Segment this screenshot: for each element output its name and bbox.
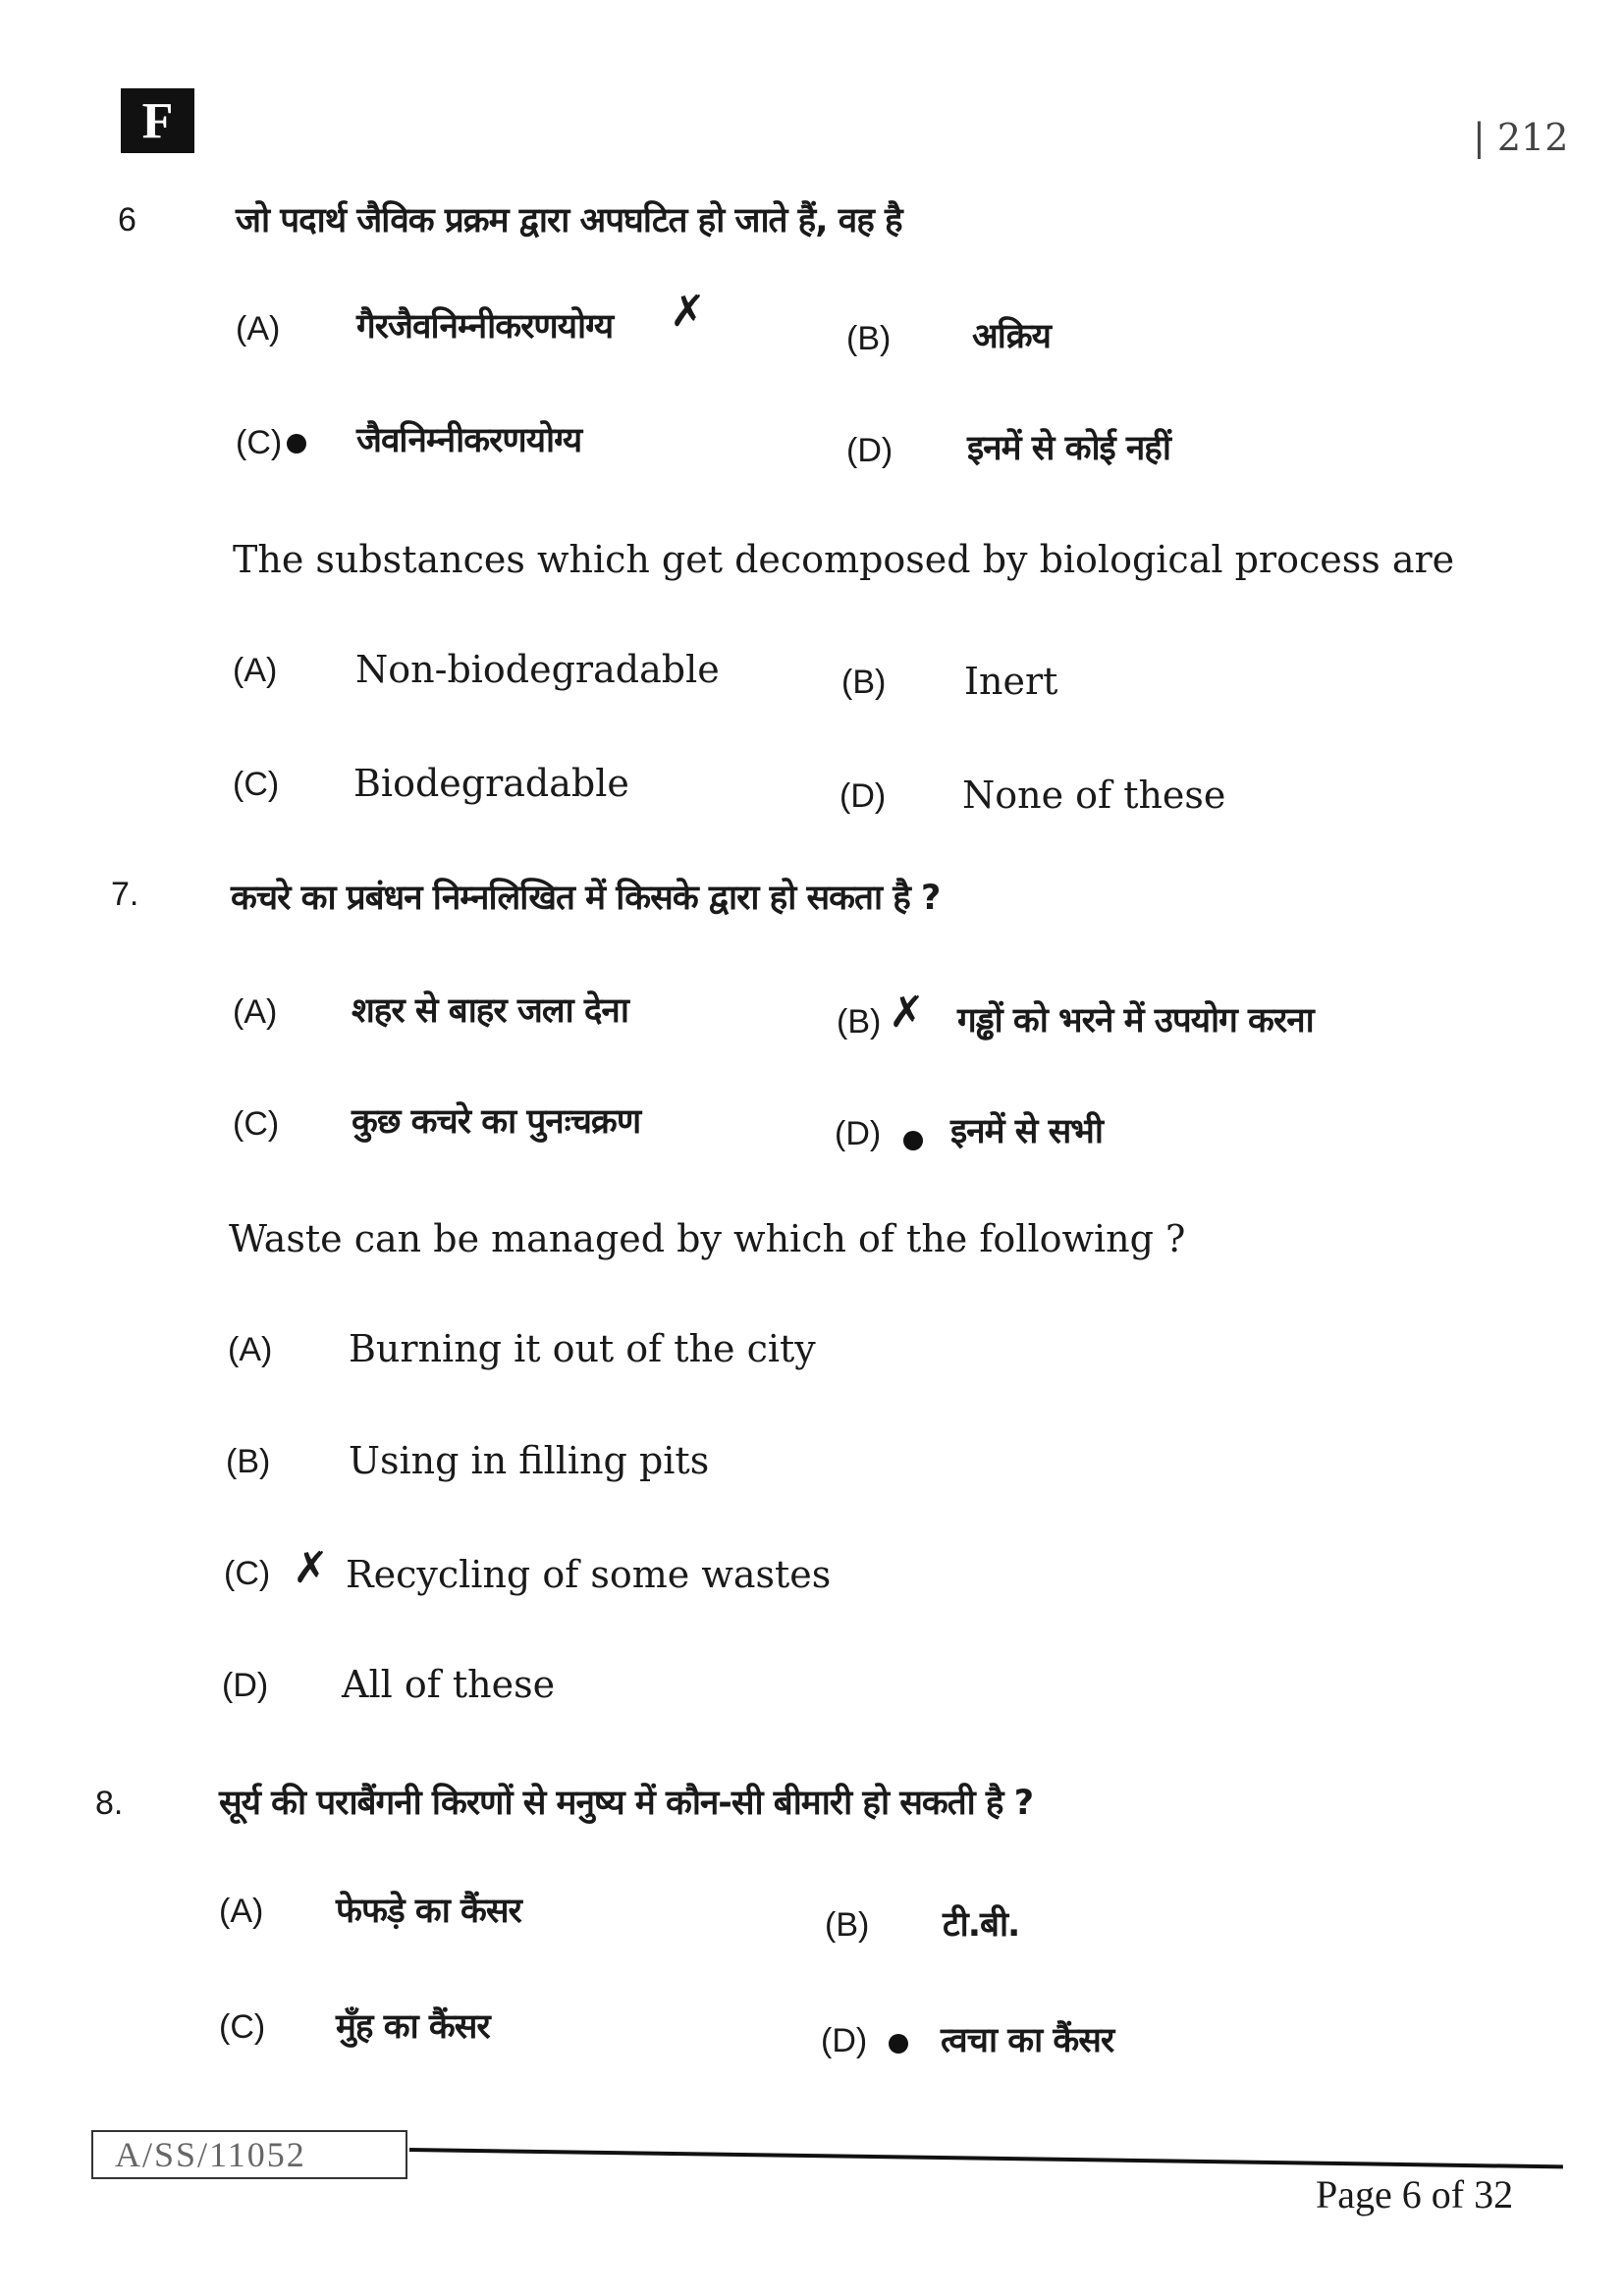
option-text: मुँह का कैंसर [336,2007,490,2047]
option-label: (D) [846,432,893,469]
option-label: (A) [233,993,278,1031]
option-text: अक्रिय [972,317,1051,356]
option-text: All of these [342,1663,556,1706]
option-label: (C) [224,1555,271,1592]
question-text-hindi: सूर्य की पराबैंगनी किरणों से मनुष्य में कौन-सी बीमारी हो सकती है ? [219,1784,1034,1823]
option-text: जैवनिम्नीकरणयोग्य [356,421,582,460]
option-text: Inert [964,660,1058,703]
option-label: (C) [233,1105,280,1143]
option-label: (B) [846,320,892,357]
answer-dot-icon [903,1131,923,1150]
option-label: (D) [839,777,887,815]
option-text: Recycling of some wastes [346,1553,832,1596]
question-text-hindi: जो पदार्थ जैविक प्रक्रम द्वारा अपघटित हो जाते हैं, वह है [236,201,902,240]
option-text: इनमें से सभी [950,1112,1103,1151]
question-number: 6 [118,201,136,239]
option-text: Biodegradable [353,762,629,805]
footer-rule [409,2148,1563,2168]
option-label: (C) [236,424,283,461]
option-text: गैरजैवनिम्नीकरणयोग्य [356,307,614,347]
option-text: शहर से बाहर जला देना [352,991,628,1031]
option-label: (B) [837,1003,882,1041]
cross-mark-icon: ✗ [293,1543,329,1593]
option-label: (D) [835,1115,882,1152]
option-text: None of these [962,774,1226,817]
option-label: (D) [821,2022,868,2059]
answer-dot-icon [287,434,306,454]
page-number: Page 6 of 32 [1316,2172,1514,2216]
option-label: (B) [226,1443,271,1480]
answer-dot-icon [889,2034,908,2054]
question-number: 7. [111,876,139,913]
option-text: Non-biodegradable [355,648,720,691]
option-text: त्वचा का कैंसर [941,2021,1114,2060]
option-label: (A) [219,1893,264,1930]
option-text: कुछ कचरे का पुनःचक्रण [352,1102,641,1142]
set-code-badge: F [121,88,194,153]
option-text: इनमें से कोई नहीं [967,429,1170,468]
option-label: (A) [236,310,281,347]
question-text-english: Waste can be managed by which of the following ? [229,1217,1186,1260]
option-label: (A) [233,652,278,689]
option-text: Burning it out of the city [349,1327,816,1370]
option-label: (C) [233,766,280,803]
option-text: Using in filling pits [349,1439,710,1482]
paper-code: | 212 [1473,116,1569,159]
option-text: फेफड़े का कैंसर [336,1892,521,1931]
question-number: 8. [95,1785,124,1822]
option-label: (A) [228,1331,273,1368]
option-label: (D) [222,1667,269,1704]
cross-mark-icon: ✗ [670,287,706,337]
option-text: गड्ढों को भरने में उपयोग करना [957,1001,1314,1041]
paper-code-box: A/SS/11052 [91,2130,407,2179]
question-text-hindi: कचरे का प्रबंधन निम्नलिखित में किसके द्वारा हो सकता है ? [231,879,941,918]
option-text: टी.बी. [943,1905,1020,1945]
option-label: (B) [825,1906,870,1944]
question-text-english: The substances which get decomposed by biological process are [233,538,1455,581]
option-label: (B) [841,664,887,701]
option-label: (C) [219,2008,266,2046]
cross-mark-icon: ✗ [889,988,925,1038]
